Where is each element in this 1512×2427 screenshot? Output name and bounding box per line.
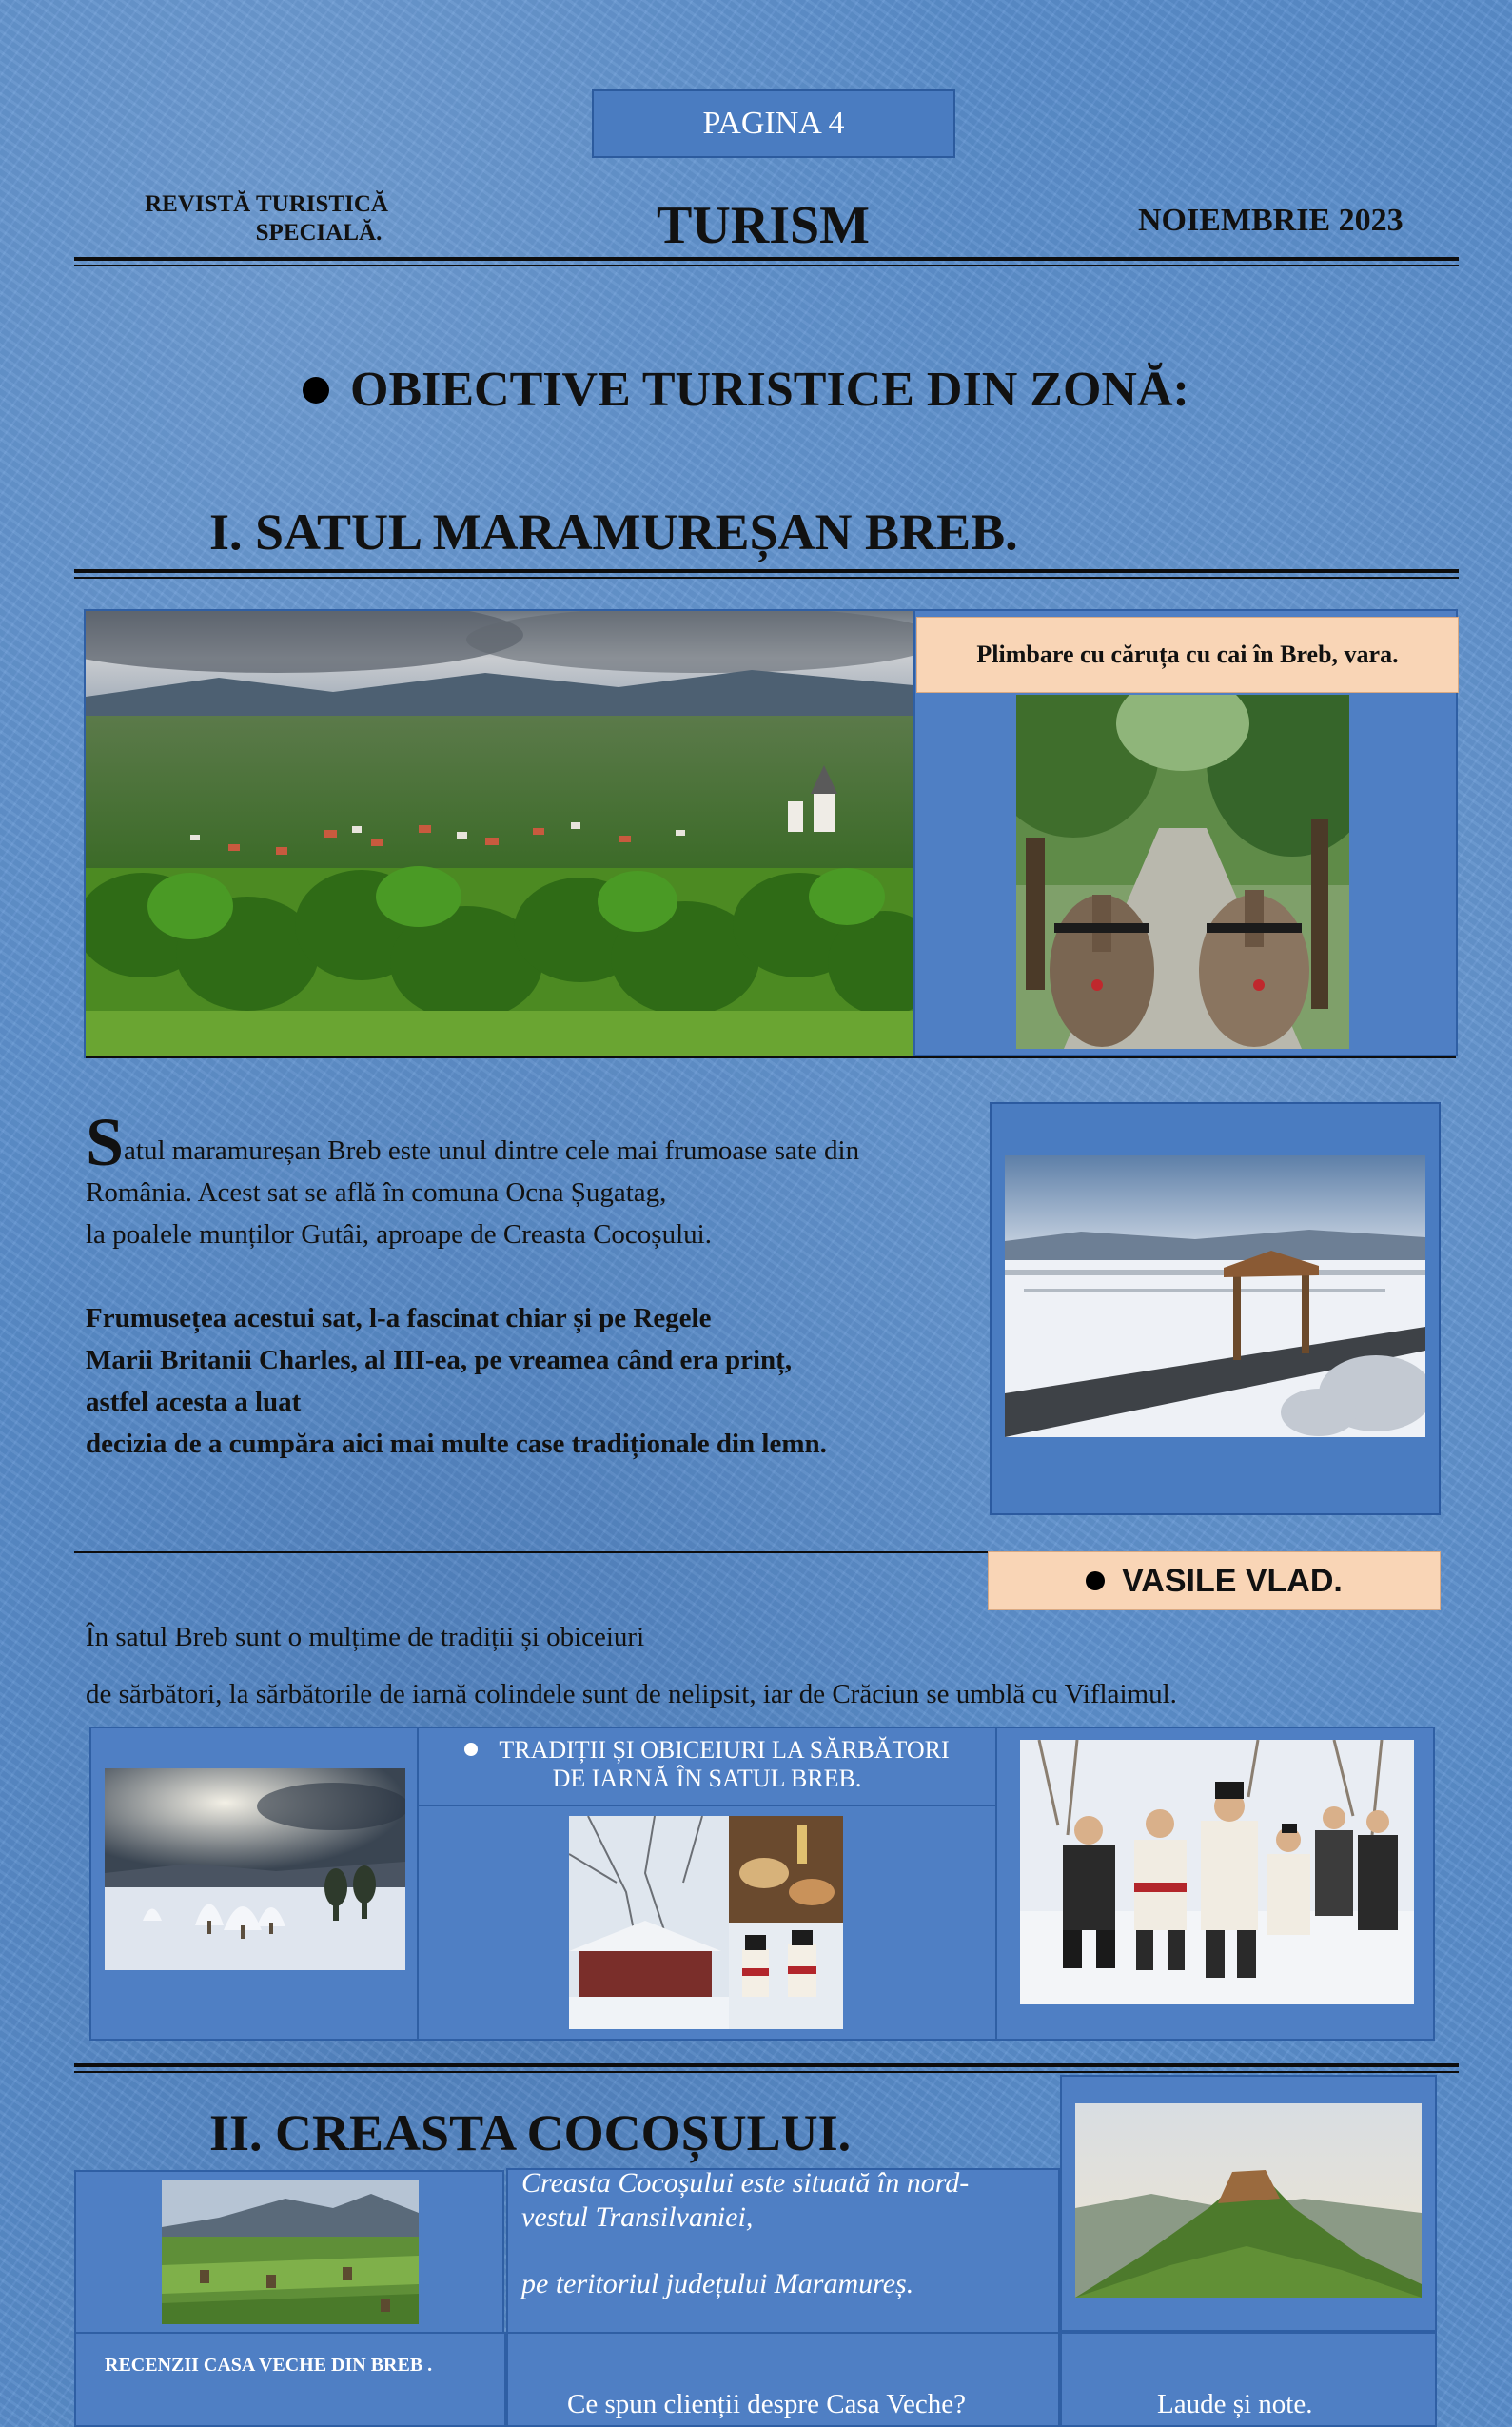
magazine-title: TURISM xyxy=(657,196,871,255)
author-label xyxy=(988,1551,1441,1610)
horse-carriage-photo xyxy=(1016,695,1349,1049)
magazine-subtitle xyxy=(124,190,409,247)
intro-line1: atul maramureșan Breb este unul dintre cele mai frumoase sate din xyxy=(124,1135,860,1166)
creasta-line2: vestul Transilvaniei, xyxy=(521,2201,754,2233)
dropcap: S xyxy=(86,1104,125,1180)
section2-heading: II. CREASTA COCOȘULUI. xyxy=(209,2104,852,2161)
bold-line1: Frumusețea acestui sat, l-a fascinat chiar și pe Regele xyxy=(86,1303,712,1333)
winter-haystacks-photo xyxy=(105,1768,405,1970)
carolers-photo xyxy=(1020,1740,1414,2004)
text-divider xyxy=(74,1551,988,1553)
reviews-panel xyxy=(74,2332,506,2427)
bullet-icon xyxy=(303,377,329,404)
traditions-line1: În satul Breb sunt o mulțime de tradiții și obiceiuri xyxy=(86,1622,645,1652)
magazine-subtitle-line2: SPECIALĂ. xyxy=(255,220,383,246)
reviews-label: RECENZII CASA VECHE DIN BREB . xyxy=(105,2355,433,2376)
creasta-line3: pe teritoriul județului Maramureș. xyxy=(521,2268,914,2299)
creasta-line1: Creasta Cocoșului este situată în nord- xyxy=(521,2167,970,2199)
traditions-caption-line2: DE IARNĂ ÎN SATUL BREB. xyxy=(552,1765,862,1792)
section1-heading: I. SATUL MARAMUREȘAN BREB. xyxy=(209,503,1018,561)
objectives-heading-text: OBIECTIVE TURISTICE DIN ZONĂ: xyxy=(350,363,1189,417)
bold-line4: decizia de a cumpăra aici mai multe case tradiționale din lemn. xyxy=(86,1429,827,1459)
objectives-heading xyxy=(303,362,1189,418)
header-divider xyxy=(74,257,1459,266)
author-name: VASILE VLAD. xyxy=(1122,1562,1343,1599)
winter-traditions-collage xyxy=(569,1816,843,2029)
traditions-caption-line1: TRADIȚII ȘI OBICEIURI LA SĂRBĂTORI xyxy=(499,1736,950,1764)
bullet-icon xyxy=(464,1743,478,1756)
images-divider xyxy=(86,1056,1456,1058)
page-number: PAGINA 4 xyxy=(702,106,845,141)
bold-line3: astfel acesta a luat xyxy=(86,1387,302,1417)
bullet-icon xyxy=(1086,1571,1105,1590)
traditions-caption xyxy=(419,1727,995,1806)
bold-line2: Marii Britanii Charles, al III-ea, pe vreamea când era prinț, xyxy=(86,1345,793,1375)
traditions-line2: de sărbători, la sărbătorile de iarnă colindele sunt de nelipsit, iar de Crăciun se umblă cu Viflaimul. xyxy=(86,1679,1177,1709)
notes-label: Laude și note. xyxy=(1157,2389,1313,2419)
maramures-valley-photo xyxy=(162,2180,419,2324)
clients-label: Ce spun clienții despre Casa Veche? xyxy=(567,2389,967,2419)
breb-description xyxy=(86,1104,999,1465)
winter-gate-photo xyxy=(1005,1155,1425,1437)
intro-line2: România. Acest sat se află în comuna Ocna Șugatag, xyxy=(86,1177,667,1208)
page-number-box xyxy=(592,89,955,158)
section1-divider xyxy=(74,569,1459,579)
intro-line3: la poalele munților Gutâi, aproape de Creasta Cocoșului. xyxy=(86,1219,712,1250)
magazine-subtitle-line1: REVISTĂ TURISTICĂ xyxy=(145,191,388,217)
carriage-caption: Plimbare cu căruța cu cai în Breb, vara. xyxy=(916,617,1459,693)
breb-landscape-photo xyxy=(86,611,913,1056)
issue-date: NOIEMBRIE 2023 xyxy=(1138,203,1404,238)
creasta-cocosului-photo xyxy=(1075,2103,1422,2298)
creasta-description xyxy=(521,2166,1054,2301)
section2-divider xyxy=(74,2063,1459,2073)
traditions-text xyxy=(86,1608,1446,1723)
